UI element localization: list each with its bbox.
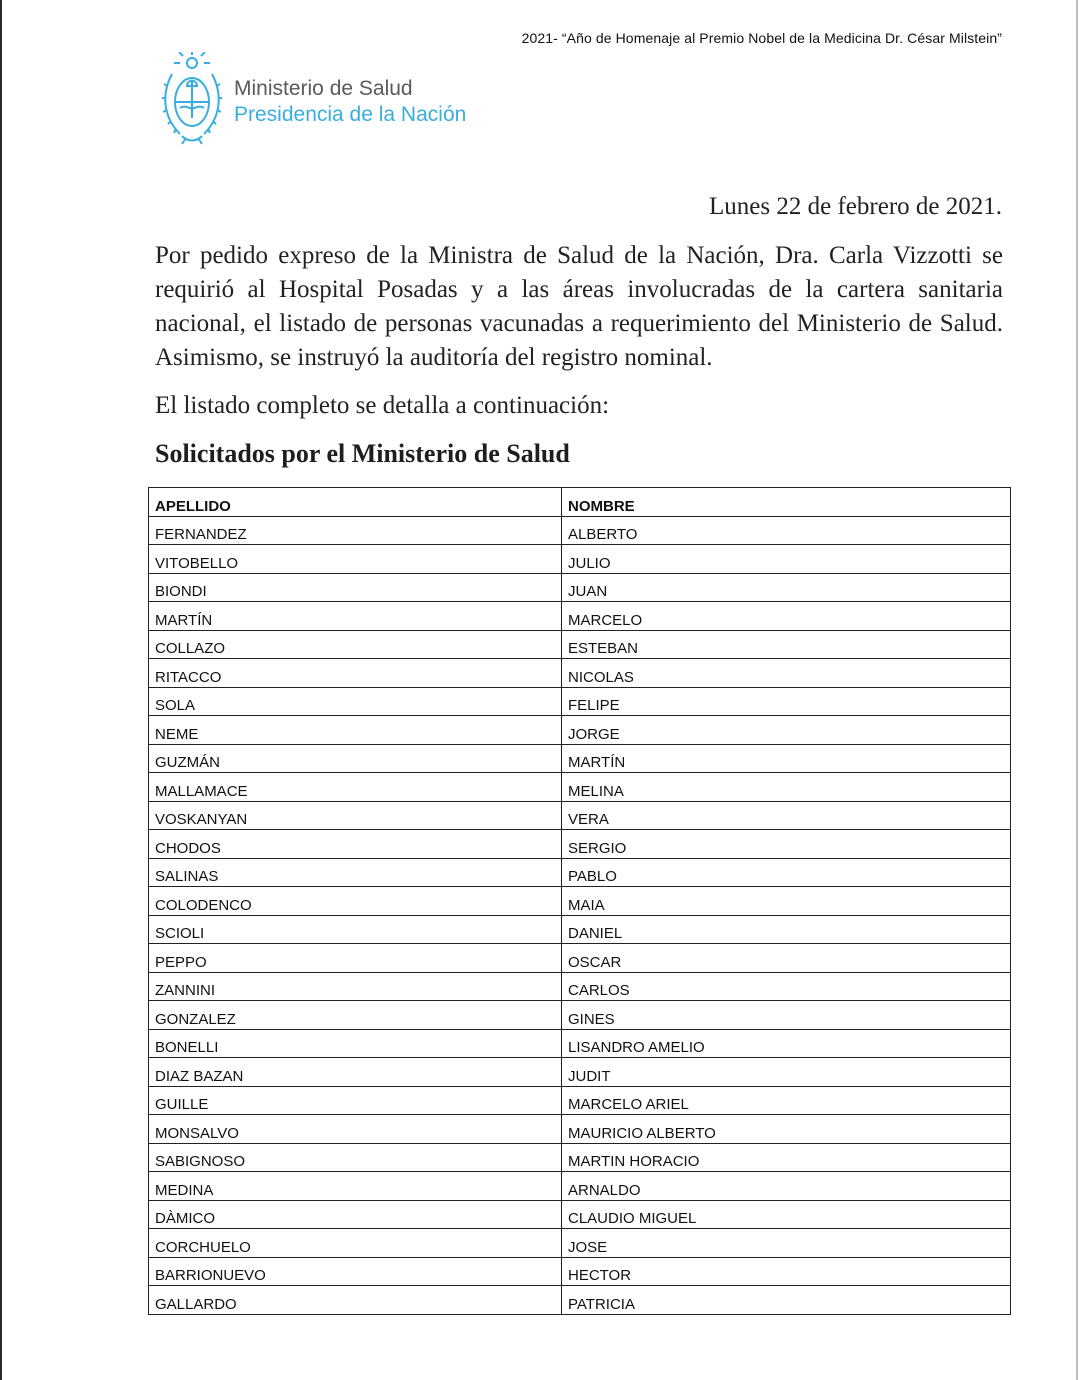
surname-cell: DIAZ BAZAN: [149, 1058, 562, 1087]
table-row: [149, 659, 1011, 688]
table-row: [149, 887, 1011, 916]
given-name-cell: PATRICIA: [562, 1286, 1011, 1315]
surname-cell: MEDINA: [149, 1172, 562, 1201]
table-row: [149, 1086, 1011, 1115]
surname-cell: SABIGNOSO: [149, 1143, 562, 1172]
document-date: Lunes 22 de febrero de 2021.: [709, 193, 1002, 220]
intro-paragraph: Por pedido expreso de la Ministra de Salud de la Nación, Dra. Carla Vizzotti se requirió al Hospital Posadas y a las áreas involucradas de la cartera sanitaria nacional, el listado de personas vacunadas a requerimiento del Ministerio de Salud. Asimismo, se instruyó la auditoría del registro nominal.: [155, 242, 1003, 371]
table-row: [149, 1001, 1011, 1030]
table-row: [149, 716, 1011, 745]
table-row: [149, 915, 1011, 944]
given-name-cell: ALBERTO: [562, 516, 1011, 545]
surname-cell: BIONDI: [149, 573, 562, 602]
surname-cell: SCIOLI: [149, 915, 562, 944]
header-motto: 2021- “Año de Homenaje al Premio Nobel de la Medicina Dr. César Milstein”: [521, 30, 1002, 46]
given-name-cell: JUDIT: [562, 1058, 1011, 1087]
surname-cell: SOLA: [149, 687, 562, 716]
table-row: [149, 1229, 1011, 1258]
table-row: [149, 573, 1011, 602]
surname-cell: COLODENCO: [149, 887, 562, 916]
surname-cell: VOSKANYAN: [149, 801, 562, 830]
surname-cell: PEPPO: [149, 944, 562, 973]
given-name-cell: ESTEBAN: [562, 630, 1011, 659]
page-edge-right: [1076, 0, 1078, 1380]
given-name-cell: JOSE: [562, 1229, 1011, 1258]
given-name-cell: HECTOR: [562, 1257, 1011, 1286]
ministry-subtitle: Presidencia de la Nación: [234, 103, 467, 126]
given-name-cell: JULIO: [562, 545, 1011, 574]
table-row: [149, 830, 1011, 859]
given-name-cell: MAIA: [562, 887, 1011, 916]
table-row: [149, 1058, 1011, 1087]
surname-cell: MALLAMACE: [149, 773, 562, 802]
given-name-cell: SERGIO: [562, 830, 1011, 859]
surname-cell: NEME: [149, 716, 562, 745]
table-row: [149, 944, 1011, 973]
table-row: [149, 744, 1011, 773]
table-row: [149, 773, 1011, 802]
surname-cell: COLLAZO: [149, 630, 562, 659]
surname-cell: CORCHUELO: [149, 1229, 562, 1258]
table-row: [149, 545, 1011, 574]
table-row: [149, 1257, 1011, 1286]
surname-cell: DÀMICO: [149, 1200, 562, 1229]
table-row: [149, 602, 1011, 631]
table-row: [149, 1029, 1011, 1058]
surname-cell: GUILLE: [149, 1086, 562, 1115]
given-name-cell: JORGE: [562, 716, 1011, 745]
given-name-cell: MAURICIO ALBERTO: [562, 1115, 1011, 1144]
table-row: [149, 972, 1011, 1001]
given-name-cell: MARTIN HORACIO: [562, 1143, 1011, 1172]
given-name-cell: MARTÍN: [562, 744, 1011, 773]
surname-cell: BONELLI: [149, 1029, 562, 1058]
table-row: [149, 1286, 1011, 1315]
table-row: [149, 516, 1011, 545]
ministry-name-block: [234, 76, 466, 128]
surname-cell: SALINAS: [149, 858, 562, 887]
given-name-cell: NICOLAS: [562, 659, 1011, 688]
page-edge-left: [0, 0, 2, 1380]
argentina-coat-of-arms-icon: [160, 52, 224, 146]
surname-cell: RITACCO: [149, 659, 562, 688]
table-row: [149, 1200, 1011, 1229]
surname-cell: FERNANDEZ: [149, 516, 562, 545]
given-name-cell: OSCAR: [562, 944, 1011, 973]
table-row: [149, 1143, 1011, 1172]
given-name-cell: GINES: [562, 1001, 1011, 1030]
column-header-apellido: APELLIDO: [149, 488, 562, 517]
given-name-cell: JUAN: [562, 573, 1011, 602]
surname-cell: CHODOS: [149, 830, 562, 859]
surname-cell: VITOBELLO: [149, 545, 562, 574]
given-name-cell: MARCELO: [562, 602, 1011, 631]
surname-cell: GALLARDO: [149, 1286, 562, 1315]
table-header-row: [149, 488, 1011, 517]
surname-cell: MONSALVO: [149, 1115, 562, 1144]
surname-cell: ZANNINI: [149, 972, 562, 1001]
vaccinated-people-table: [148, 487, 1011, 1315]
given-name-cell: CARLOS: [562, 972, 1011, 1001]
table-row: [149, 1115, 1011, 1144]
given-name-cell: FELIPE: [562, 687, 1011, 716]
table-row: [149, 858, 1011, 887]
ministry-name: Ministerio de Salud: [234, 77, 413, 100]
list-intro-paragraph: El listado completo se detalla a continuación:: [155, 392, 610, 419]
section-heading: Solicitados por el Ministerio de Salud: [155, 439, 570, 468]
surname-cell: GUZMÁN: [149, 744, 562, 773]
given-name-cell: MARCELO ARIEL: [562, 1086, 1011, 1115]
table-row: [149, 801, 1011, 830]
surname-cell: BARRIONUEVO: [149, 1257, 562, 1286]
given-name-cell: VERA: [562, 801, 1011, 830]
given-name-cell: LISANDRO AMELIO: [562, 1029, 1011, 1058]
table-row: [149, 630, 1011, 659]
table-row: [149, 1172, 1011, 1201]
given-name-cell: CLAUDIO MIGUEL: [562, 1200, 1011, 1229]
given-name-cell: DANIEL: [562, 915, 1011, 944]
surname-cell: MARTÍN: [149, 602, 562, 631]
given-name-cell: ARNALDO: [562, 1172, 1011, 1201]
column-header-nombre: NOMBRE: [562, 488, 1011, 517]
surname-cell: GONZALEZ: [149, 1001, 562, 1030]
table-row: [149, 687, 1011, 716]
given-name-cell: MELINA: [562, 773, 1011, 802]
given-name-cell: PABLO: [562, 858, 1011, 887]
